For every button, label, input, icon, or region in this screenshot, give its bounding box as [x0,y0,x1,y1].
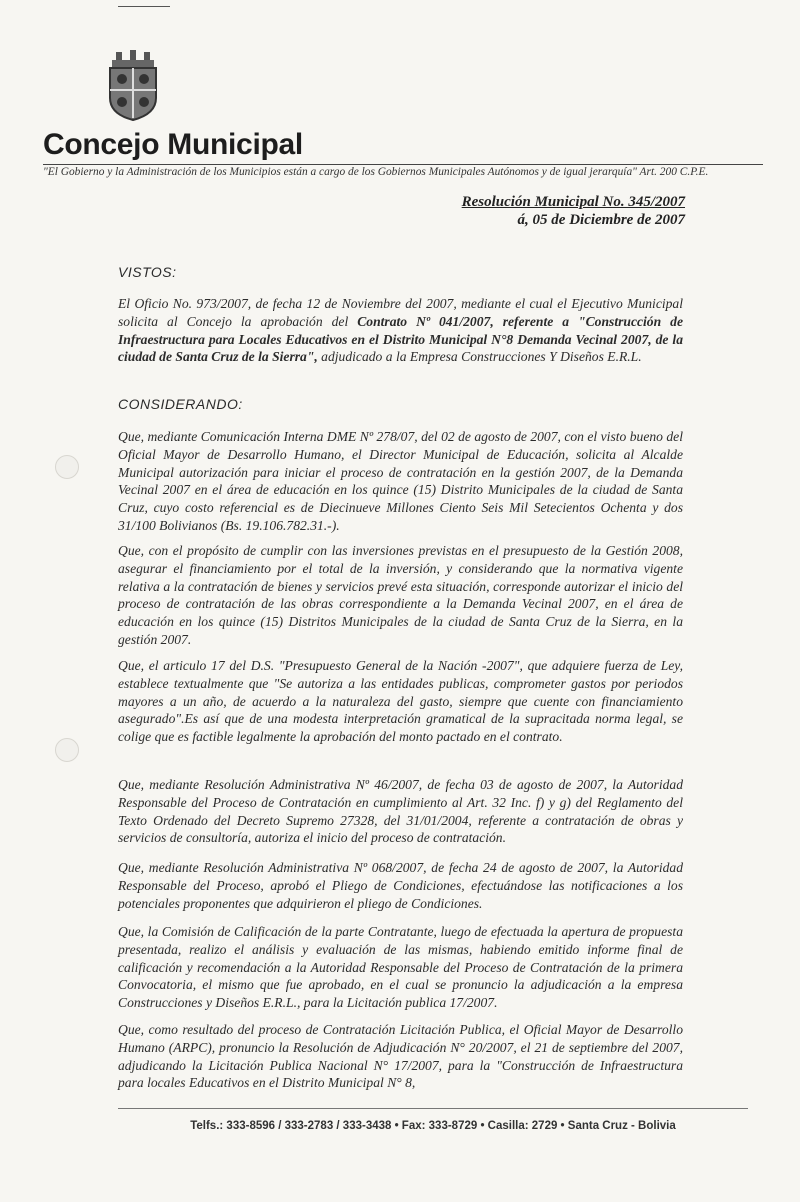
header-divider [43,164,763,165]
organization-name: Concejo Municipal [43,128,303,161]
vistos-paragraph [118,295,683,366]
considerando-paragraph-2: Que, con el propósito de cumplir con las inversiones previstas en el presupuesto de la Gestión 2008, asegurar el financiamiento por el total de la inversión, y considerando que la normativa vigente relativa a la contratación de bienes y servicios prevé esta situación, corresponde autorizar el inicio del proceso de contratación de las obras correspondiente a la Demanda Vecinal 2007, en el área de educación en los quince (15) Distritos Municipales de la ciudad de Santa Cruz de la Sierra, en la gestión 2007. [118,543,683,647]
vistos-text-intro: El Oficio No. 973/2007, de fecha 12 de Noviembre del 2007, mediante el cual el Ejecutivo Municipal solicita al Concejo la aprobación del [118,296,683,329]
footer-contact-info: Telfs.: 333-8596 / 333-2783 / 333-3438 • Fax: 333-8729 • Casilla: 2729 • Santa Cruz - Bolivia [190,1120,676,1132]
vistos-text-award: adjudicado a la Empresa Construcciones Y Diseños E.R.L. [317,349,642,365]
municipal-crest-logo [106,50,160,122]
considerando-heading: CONSIDERANDO: [118,396,243,412]
considerando-paragraph-6: Que, la Comisión de Calificación de la parte Contratante, luego de efectuada la apertura de propuesta presentada, realizo el análisis y evaluación de las mismas, habiendo emitido informe final de calificación y recomendación a la Autoridad Responsable del Proceso de Contratación de la primera Convocatoria, el mismo que fue aprobado, en el cual se pronuncio la adjudicación a la empresa Construcciones y Diseños E.R.L., para la Licitación publica 17/2007. [118,924,683,1011]
resolution-date: á, 05 de Diciembre de 2007 [517,212,685,228]
considerando-paragraph-7: Que, como resultado del proceso de Contratación Licitación Publica, el Oficial Mayor de Desarrollo Humano (ARPC), pronuncio la Resolución de Adjudicación N° 20/2007, el 21 de septiembre del 2007, adjudicando la Licitación Publica Nacional N° 17/2007, para la "Construcción de Infraestructura para locales Educativos en el Distrito Municipal N° 8, [118,1022,683,1091]
vistos-contract-reference: Contrato Nº 041/2007, referente a "Construcción de Infraestructura para Locales Educativos en el Distrito Municipal N°8 Demanda Vecinal 2007, de la ciudad de Santa Cruz de la Sierra", [118,313,683,365]
considerando-paragraph-5: Que, mediante Resolución Administrativa Nº 068/2007, de fecha 24 de agosto de 2007, la Autoridad Responsable del Proceso, aprobó el Pliego de Condiciones, efectuándose las notificaciones a los potenciales proponentes que adquirieron el pliego de Condiciones. [118,860,683,911]
punch-hole-lower [55,738,79,762]
footer-divider [118,1108,748,1109]
considerando-paragraph-1: Que, mediante Comunicación Interna DME Nº 278/07, del 02 de agosto de 2007, con el visto bueno del Oficial Mayor de Desarrollo Humano, el Director Municipal de Educación, solicita al Alcalde Municipal autorización para iniciar el proceso de contratación en la gestión 2007, de la Demanda Vecinal 2007 en el área de educación en los quince (15) Distrito Municipales de la ciudad de Santa Cruz, cuyo costo referencial es de Diecinueve Millones Ciento Seis Mil Setecientos Ochenta y dos 31/100 Bolivianos (Bs. 19.106.782.31.-). [118,429,683,533]
considerando-paragraph-3: Que, el articulo 17 del D.S. "Presupuesto General de la Nación -2007", que adquiere fuerza de Ley, establece textualmente que "Se autoriza a las entidades publicas, comprometer gastos por periodos mayores a un año, de acuerdo a la naturaleza del gasto, siempre que cuente con financiamiento asegurado".Es así que de una modesta interpretación gramatical de la supracitada norma legal, se colige que es factible legalmente la aprobación del monto pactado en el contrato. [118,658,683,745]
punch-hole-upper [55,455,79,479]
constitutional-motto: "El Gobierno y la Administración de los Municipios están a cargo de los Gobiernos Municipales Autónomos y de igual jerarquía" Art. 200 C.P.E. [43,166,709,178]
considerando-paragraph-4: Que, mediante Resolución Administrativa Nº 46/2007, de fecha 03 de agosto de 2007, la Autoridad Responsable del Proceso de Contratación en cumplimiento al Art. 32 Inc. f) y g) del Reglamento del Texto Ordenado del Decreto Supremo 27328, del 31/01/2004, referente a contratación de obras y servicios de consultoría, autoriza el inicio del proceso de contratación. [118,777,683,846]
vistos-heading: VISTOS: [118,264,177,280]
top-divider [118,6,170,7]
resolution-title: Resolución Municipal No. 345/2007 [461,194,685,210]
